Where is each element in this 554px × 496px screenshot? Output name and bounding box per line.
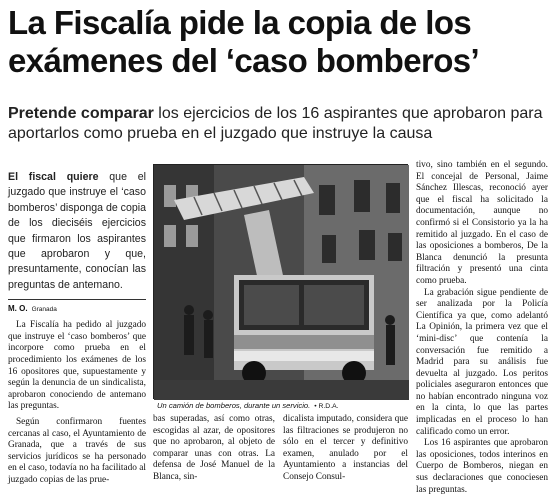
lead-paragraph [8,170,146,293]
caption-text: Un camión de bomberos, durante un servicio. [157,401,311,410]
photo-credit: • R.D.A. [314,403,339,410]
column-2 [153,414,275,482]
byline-author: M. O. [8,304,28,314]
column-1 [8,170,147,485]
body-paragraph: Según confirmaron fuentes cercanas al caso, el Ayuntamiento de Granada, que a través de sus servicios jurídicos se ha personado en el caso, todavía no ha facilitado al juzgado copias de las prue- [8,417,146,485]
subheadline-lead: Pretende comparar [8,105,154,122]
fire-truck-photo [153,164,408,399]
byline [8,299,146,316]
subheadline [8,104,548,144]
column-4 [416,160,548,495]
photo-caption [153,399,408,412]
body-paragraph: Los 16 aspirantes que aprobaron las oposiciones, todos interinos en Cuerpo de Bomberos, niegan en sus declaraciones que conociesen las preguntas. [416,438,548,495]
body-paragraph: La grabación sigue pendiente de ser analizada por la Policía Científica ya que, como adelantó La Opinión, la primera vez que el ‘mini-disc’ que contenía la conversación fue remitido a Madrid para su análisis fue devuelta al juzgado. Los peritos policiales aseguraron entonces que no habían encontrado ninguna voz en la cinta, lo que las partes implicadas en el proceso lo han calificado como un error. [416,287,548,437]
column-3 [283,414,408,482]
headline: La Fiscalía pide la copia de los exámenes del ‘caso bomberos’ [8,4,480,79]
body-paragraph: dicalista imputado, considera que las filtraciones se produjeron no sólo en el tercer y definitivo examen, anulado por el Ayuntamiento a instancias del Consejo Consul- [283,414,408,482]
body-paragraph: La Fiscalía ha pedido al juzgado que instruye el ‘caso bomberos’ que incorpore como prueba en el procedimiento los exámenes de los 16 opositores que, supuestamente y según la denuncia de un sindicalista, aprobaron conociendo de antemano las preguntas. [8,320,146,412]
lead-text: que el juzgado que instruye el ‘caso bomberos’ disponga de copia de los dieciséis ejercicios que firmaron los aspirantes que aprobaron y que, presuntamente, conocían las preguntas de antemano. [8,171,147,291]
body-paragraph: bas superadas, así como otras, escogidas al azar, de opositores que no aprobaron, al objeto de comparar unas con otras. La defensa de José Manuel de la Blanca, sin- [153,414,275,482]
byline-city: Granada [31,306,57,314]
lead-bold: El fiscal quiere [8,171,99,183]
body-paragraph: tivo, sino también en el segundo. El concejal de Personal, Jaime Sánchez Illescas, reconoció ayer que el fiscal ha solicitado la documentación, aunque no confirmó si el Consistorio ya la ha remitido al juzgado. En el caso de las oposiciones a bomberos, De la Blanca denunció la presunta filtración y presentó una cinta como prueba. [416,160,548,286]
subheadline-rest: los ejercicios de los 16 aspirantes que aprobaron para aportarlos como prueba en el juzgado que instruye la causa [8,105,543,142]
